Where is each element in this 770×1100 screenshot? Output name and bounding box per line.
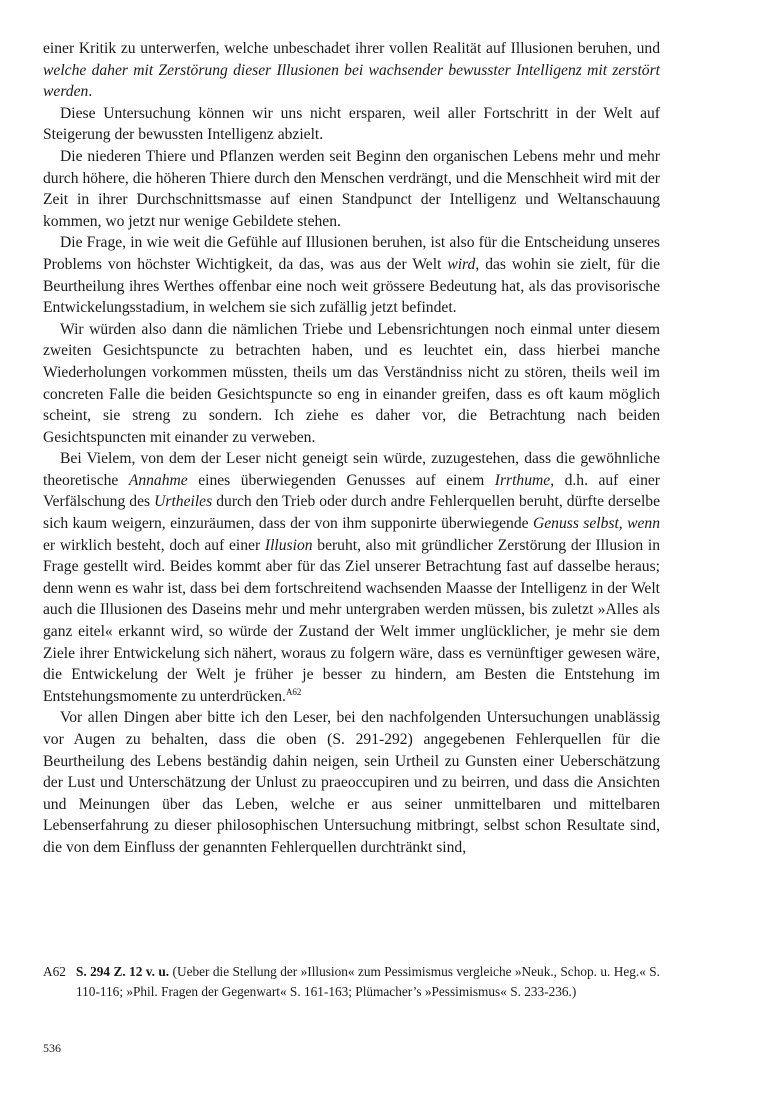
body-text — [43, 38, 660, 859]
paragraph — [43, 707, 660, 858]
page-number: 536 — [43, 1041, 61, 1055]
footnote-anchor: A62 — [285, 686, 302, 697]
text-run: einer Kritik zu unterwerfen, welche unbeschadet ihrer vollen Realität auf Illusionen beruhen, und — [43, 40, 660, 57]
emphasis: Illusion — [264, 536, 313, 554]
text-run: eines überwiegenden Genusses auf einem — [187, 471, 495, 489]
text-run: Die niederen Thiere und Pflanzen werden seit Beginn den organischen Lebens mehr und mehr durch höhere, die höheren Thiere durch den Menschen verdrängt, und die Menschheit wird mit der Zeit in ihrer Durchschnittsmasse auf einen Standpunct der Intelligenz und Weltanschauung kommen, wo jetzt nur wenige Gebildete stehen. — [43, 147, 660, 230]
paragraph — [43, 232, 660, 318]
paragraph — [43, 38, 660, 103]
text-run: er wirklich besteht, doch auf einer — [43, 536, 265, 554]
text-run: durch den Trieb oder durch andre Fehlerquellen beruht, dürfte derselbe sich kaum weigern, einzuräumen, dass der von ihm supponirte überwiegende — [43, 493, 660, 533]
emphasis: Irrthume — [494, 471, 551, 489]
text-run: . — [88, 83, 93, 101]
footnote-body — [76, 962, 660, 1002]
text-run: , d.h. auf einer Verfälschung des — [43, 471, 660, 511]
footnote-reference: S. 294 Z. 12 v. u. — [76, 964, 170, 979]
text-run: Wir würden also dann die nämlichen Triebe und Lebensrichtungen noch einmal unter diesem zweiten Gesichtspuncte zu betrachten haben, und es leuchtet ein, dass hierbei manche Wiederholungen vorkommen müssten, theils um das Verständniss nicht zu stören, theils weil im concreten Falle die beiden Gesichtspuncte so eng in einander greifen, dass es oft kaum möglich scheint, sie streng zu sondern. Ich ziehe es daher vor, die Betrachtung nach beiden Gesichtspuncten mit einander zu verweben. — [43, 320, 660, 446]
text-run: Bei Vielem, von dem der Leser nicht geneigt sein würde, zuzugestehen, dass die gewöhnliche theoretische — [43, 450, 660, 489]
emphasis: Annahme — [128, 471, 188, 489]
paragraph — [43, 103, 660, 146]
emphasis: welche daher mit Zerstörung dieser Illusionen bei wachsender bewusster Intelligenz mit zerstört werden — [43, 61, 660, 101]
paragraph — [43, 146, 660, 232]
emphasis: Genuss selbst, wenn — [532, 515, 661, 533]
footnote-text: (Ueber die Stellung der »Illusion« zum Pessimismus vergleiche »Neuk., Schop. u. Heg.« S. 110-116; »Phil. Fragen der Gegenwart« S. 161-163; Plümacher’s »Pessimismus« S. 233-236.) — [76, 964, 661, 999]
footnote — [43, 962, 660, 1002]
text-run: Die Frage, in wie weit die Gefühle auf Illusionen beruhen, ist also für die Entscheidung unseres Problems von höchster Wichtigkeit, da das, was aus der Welt — [43, 234, 660, 273]
emphasis: Urtheiles — [154, 493, 213, 511]
emphasis: wird — [447, 255, 476, 273]
paragraph — [43, 319, 660, 449]
text-run: Vor allen Dingen aber bitte ich den Leser, bei den nachfolgenden Untersuchungen unablässig vor Augen zu behalten, dass die oben (S. 291-292) angegebenen Fehlerquellen für die Beurtheilung des Lebens beständig dahin neigen, sein Urtheil zu Gunsten einer Ueberschätzung der Lust und Unterschätzung der Unlust zu praeoccupiren und zu beirren, und dass die Ansichten und Meinungen über das Leben, welche er aus seiner unmittelbaren und mittelbaren Lebenserfahrung zu dieser philosophischen Untersuchung mitbringt, selbst schon Resultate sind, die von dem Einfluss der genannten Fehlerquellen durchtränkt sind, — [43, 709, 660, 856]
text-run: beruht, also mit gründlicher Zerstörung der Illusion in Frage gestellt wird. Beides kommt aber für das Ziel unserer Betrachtung fast auf dasselbe heraus; denn wenn es wahr ist, dass bei dem fortschreitend wachsenden Maasse der Intelligenz in der Welt auch die Illusionen des Daseins mehr und mehr untergraben werden müssen, bis zuletzt »Alles als ganz eitel« erkannt wird, so würde der Zustand der Welt immer unglücklicher, je mehr sie dem Ziele ihrer Entwickelung sich nähert, woraus zu folgern wäre, dass es vernünftiger gewesen wäre, die Entwickelung der Welt je früher je besser zu hindern, am Besten die Entstehung im Entstehungsmomente zu unterdrücken. — [43, 536, 660, 705]
text-run: , das wohin sie zielt, für die Beurtheilung ihres Werthes offenbar eine noch weit grössere Bedeutung hat, als das provisorische Entwickelungsstadium, in welchem sie sich zufällig jetzt befindet. — [43, 255, 661, 317]
text-run: Diese Untersuchung können wir uns nicht ersparen, weil aller Fortschritt in der Welt auf Steigerung der bewussten Intelligenz abzielt. — [43, 104, 660, 144]
paragraph — [43, 448, 660, 707]
footnote-mark: A62 — [43, 964, 66, 979]
